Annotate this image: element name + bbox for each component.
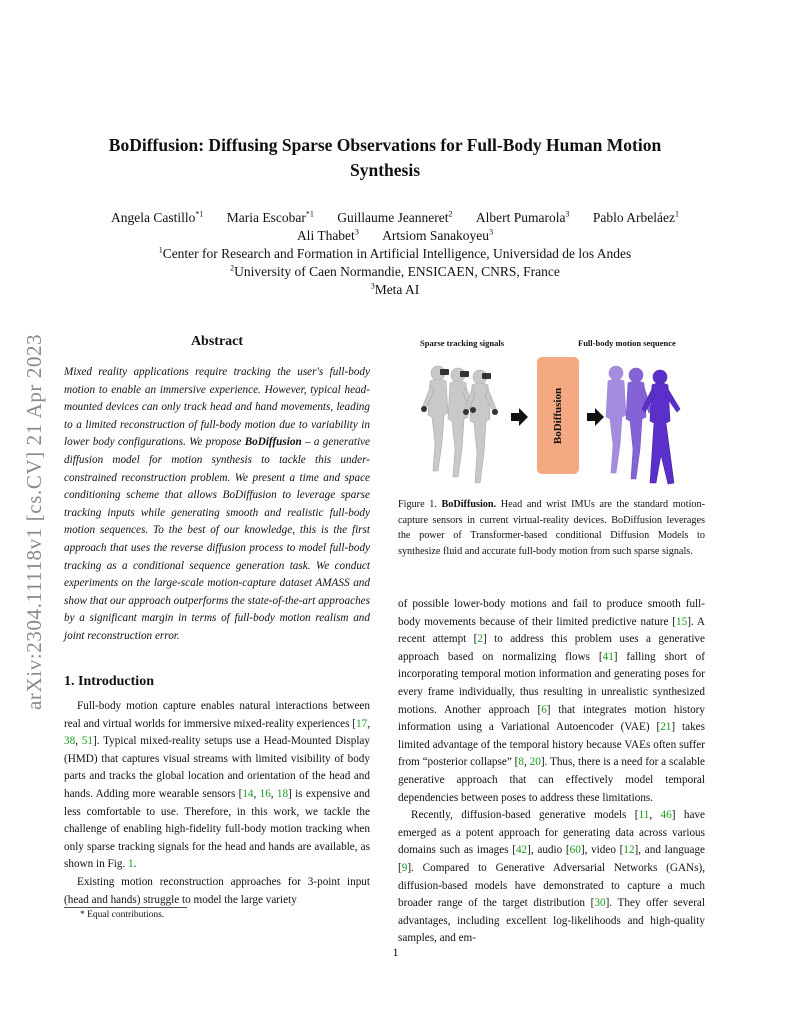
section-heading-introduction: 1. Introduction bbox=[64, 674, 154, 689]
gray-body-1 bbox=[422, 366, 448, 471]
figure-label-fullbody: Full-body motion sequence bbox=[578, 338, 676, 348]
abstract-body: Mixed reality applications require tracking the user's full-body motion to enable an immersive experience. However, typical head-mounted devices can only track head and hand movements, leading to a limited reconstruction of full-body motion due to variability in lower body configurations. We propose BoDiffusion – a generative diffusion model for motion synthesis to tackle this under-constrained reconstruction problem. We present a time and space conditioning scheme that allows BoDiffusion to leverage sparse tracking inputs while generating smooth and realistic full-body motion sequences. To the best of our knowledge, this is the first approach that uses the reverse diffusion process to model full-body tracking as a conditional sequence generation task. We conduct experiments on the large-scale motion-capture dataset AMASS and show that our approach outperforms the state-of-the-art approaches by a significant margin in terms of full-body motion realism and joint reconstruction error. bbox=[64, 366, 370, 642]
citation-link[interactable]: 12 bbox=[623, 844, 635, 857]
intro-right-column bbox=[398, 596, 705, 948]
citation-link[interactable]: 8 bbox=[518, 756, 524, 769]
footnote: * Equal contributions. bbox=[80, 910, 165, 920]
citation-link[interactable]: 6 bbox=[541, 703, 547, 716]
gray-body-3 bbox=[464, 370, 497, 483]
intro-paragraph-1: Full-body motion capture enables natural interactions between real and virtual worlds for immersive mixed-reality experiences [17, 38, 51]. Typical mixed-reality setups use a Head-Mounted Display (HMD) that captures visual streams with limited visibility of body parts and tracks the global location and orientation of the head and hands. Adding more wearable sensors [14, 16, 18] is expensive and less comfortable to use. Therefore, in this work, we tackle the challenge of enabling high-fidelity full-body motion tracking when only sparse tracking signals for the head and hands are available, as shown in Fig. 1. bbox=[64, 700, 371, 871]
author: Artsiom Sanakoyeu$^3$ bbox=[382, 227, 494, 243]
citation-link[interactable]: 42 bbox=[515, 844, 528, 857]
author: Guillaume Jeanneret$^2$ bbox=[337, 209, 453, 225]
citation-link[interactable]: 18 bbox=[276, 787, 289, 800]
right-paragraph-1: of possible lower-body motions and fail to produce smooth full-body movements because of their limited predictive nature [15]. A recent attempt [2] to address this problem uses a generative approach based on normalizing flows [41] falling short of incorporating temporal motion information and generating poses for every frame individually, thus resulting in unrealistic synthesized motions. Another approach [6] that integrates motion history information using a Variational Autoencoder (VAE) [21] takes limited advantage of the temporal history because VAEs often suffer from “posterior collapse” [8, 20]. Thus, there is a need for a scalable generative approach that can effectively model temporal dependencies between poses to address these limitations. bbox=[398, 598, 706, 804]
citation-link[interactable]: 60 bbox=[569, 844, 581, 857]
gray-body-2 bbox=[448, 368, 474, 477]
author: Albert Pumarola$^3$ bbox=[475, 209, 570, 225]
citation-link[interactable]: 16 bbox=[259, 787, 271, 800]
title-line-1: BoDiffusion: Diffusing Sparse Observations for Full-Body Human Motion bbox=[108, 135, 662, 155]
paper-title bbox=[60, 133, 710, 183]
affiliation-1: $^1$Center for Research and Formation in Artificial Intelligence, Universidad de los Andes bbox=[158, 245, 632, 261]
purple-body-figures bbox=[606, 366, 680, 484]
affiliation-2: $^2$University of Caen Normandie, ENSICAEN, CNRS, France bbox=[230, 263, 560, 279]
author: Maria Escobar$^{*1}$ bbox=[226, 209, 314, 225]
page-number: 1 bbox=[392, 945, 399, 959]
affiliation-3: $^3$Meta AI bbox=[370, 281, 420, 297]
figure-label-sparse: Sparse tracking signals bbox=[420, 338, 505, 348]
author: Ali Thabet$^3$ bbox=[296, 227, 359, 243]
citation-link[interactable]: 41 bbox=[602, 650, 614, 663]
abstract-heading: Abstract bbox=[190, 334, 244, 349]
arrow-right-icon bbox=[587, 408, 604, 426]
title-line-2: Synthesis bbox=[349, 160, 421, 180]
arrow-right-icon bbox=[511, 408, 528, 426]
purple-body-1 bbox=[606, 366, 626, 473]
citation-link[interactable]: 11 bbox=[638, 809, 650, 822]
author: Pablo Arbeláez$^1$ bbox=[592, 209, 680, 225]
arxiv-identifier: arXiv:2304.11118v1 [cs.CV] 21 Apr 2023 bbox=[22, 333, 46, 710]
citation-link[interactable]: 21 bbox=[660, 721, 672, 734]
citation-link[interactable]: 9 bbox=[401, 861, 408, 874]
figure-1 bbox=[398, 333, 705, 493]
citation-link[interactable]: 1 bbox=[128, 858, 134, 871]
bodiffusion-box-label: BoDiffusion bbox=[552, 387, 564, 445]
gray-body-figures bbox=[422, 366, 497, 483]
headset-icons bbox=[440, 369, 491, 379]
purple-body-2 bbox=[626, 368, 652, 479]
citation-link[interactable]: 51 bbox=[81, 735, 93, 748]
figure-1-caption: Figure 1. BoDiffusion. Head and wrist IMUs are the standard motion-capture sensors in current virtual-reality devices. BoDiffusion leverages the power of Transformer-based conditional Diffusion Models to synthesize fluid and accurate full-body motion from such sparse signals. bbox=[398, 499, 705, 557]
citation-link[interactable]: 46 bbox=[660, 809, 672, 822]
citation-link[interactable]: 15 bbox=[676, 615, 688, 628]
authors-row-1 bbox=[40, 209, 750, 227]
citation-link[interactable]: 20 bbox=[529, 756, 541, 769]
authors-row-2 bbox=[40, 227, 750, 245]
author: Angela Castillo$^{*1}$ bbox=[110, 209, 204, 225]
citation-link[interactable]: 30 bbox=[594, 897, 606, 910]
citation-link[interactable]: 38 bbox=[64, 735, 76, 748]
purple-body-3 bbox=[642, 370, 680, 484]
citation-link[interactable]: 2 bbox=[477, 633, 483, 646]
right-paragraph-2: Recently, diffusion-based generative models [11, 46] have emerged as a potent approach for generating data across various domains such as images [42], audio [60], video [12], and language [9]. Compared to Generative Adversarial Networks (GANs), diffusion-based models have demonstrated to capture a much broader range of the target distribution [30]. They offer several advantages, including excellent log-likelihoods and high-quality samples, and em- bbox=[398, 809, 706, 945]
intro-paragraph-2: Existing motion reconstruction approaches for 3-point input (head and hands) struggle to model the large variety bbox=[64, 875, 370, 906]
footnote-rule bbox=[64, 907, 187, 908]
citation-link[interactable]: 17 bbox=[356, 717, 368, 730]
intro-left-column bbox=[64, 698, 370, 909]
citation-link[interactable]: 14 bbox=[242, 787, 254, 800]
